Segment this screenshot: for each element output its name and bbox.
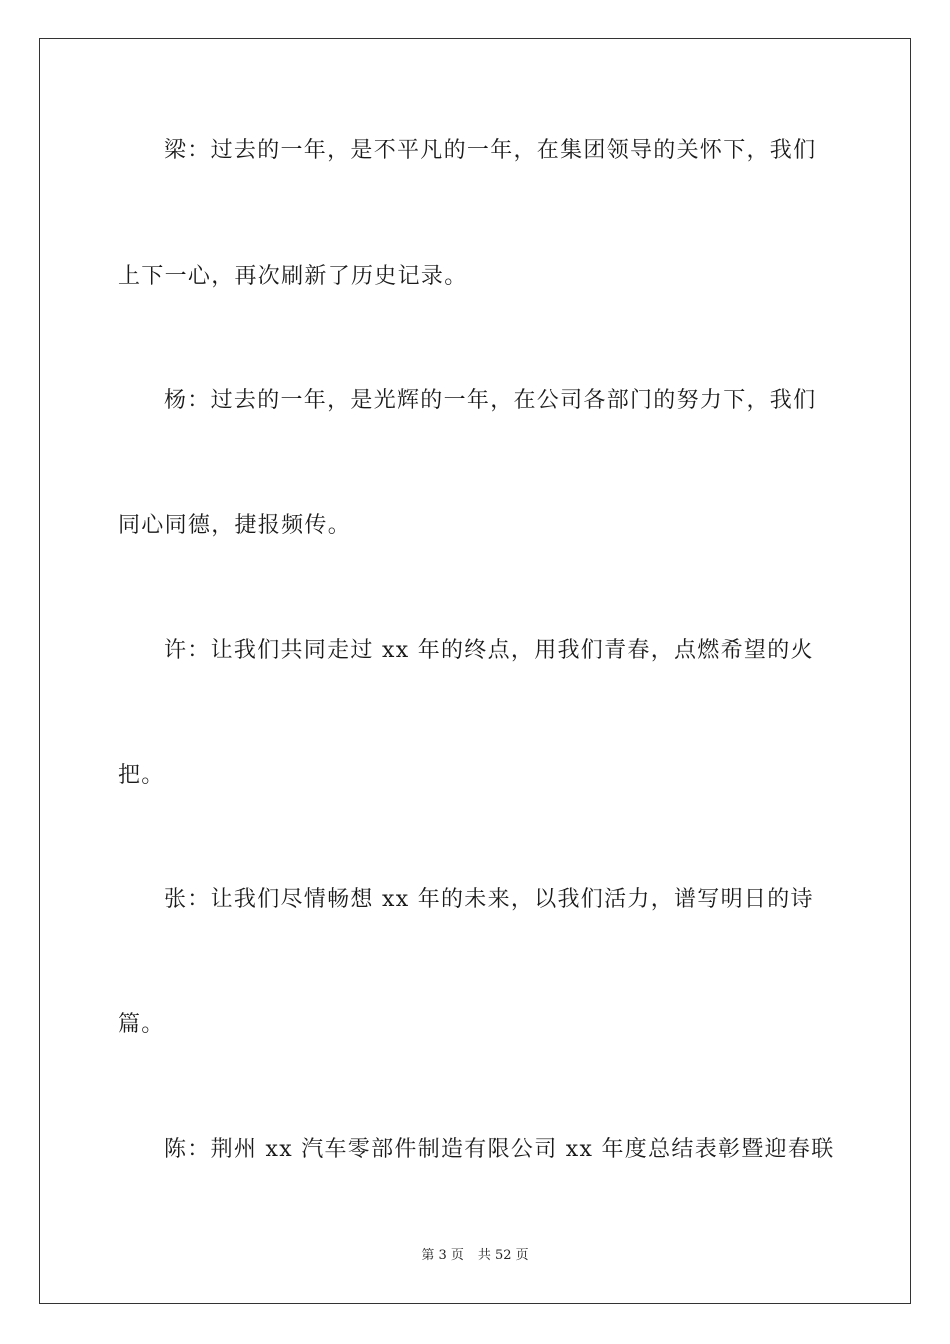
paragraph-line-1: 梁：过去的一年，是不平凡的一年，在集团领导的关怀下，我们	[164, 138, 817, 163]
paragraph-line-5: 许：让我们共同走过 xx 年的终点，用我们青春，点燃希望的火	[164, 638, 814, 663]
page-border	[39, 38, 911, 1304]
paragraph-line-9: 陈：荆州 xx 汽车零部件制造有限公司 xx 年度总结表彰暨迎春联	[164, 1137, 835, 1162]
paragraph-line-7: 张：让我们尽情畅想 xx 年的未来，以我们活力，谱写明日的诗	[164, 887, 814, 912]
paragraph-line-8: 篇。	[118, 1012, 165, 1037]
paragraph-line-3: 杨：过去的一年，是光辉的一年，在公司各部门的努力下，我们	[164, 388, 817, 413]
page-footer	[0, 1247, 950, 1265]
paragraph-line-2: 上下一心，再次刷新了历史记录。	[118, 264, 468, 289]
page-total: 共 52 页	[477, 1248, 529, 1263]
page-number: 第 3 页	[421, 1248, 464, 1263]
paragraph-line-6: 把。	[118, 763, 165, 788]
paragraph-line-4: 同心同德，捷报频传。	[118, 513, 352, 538]
